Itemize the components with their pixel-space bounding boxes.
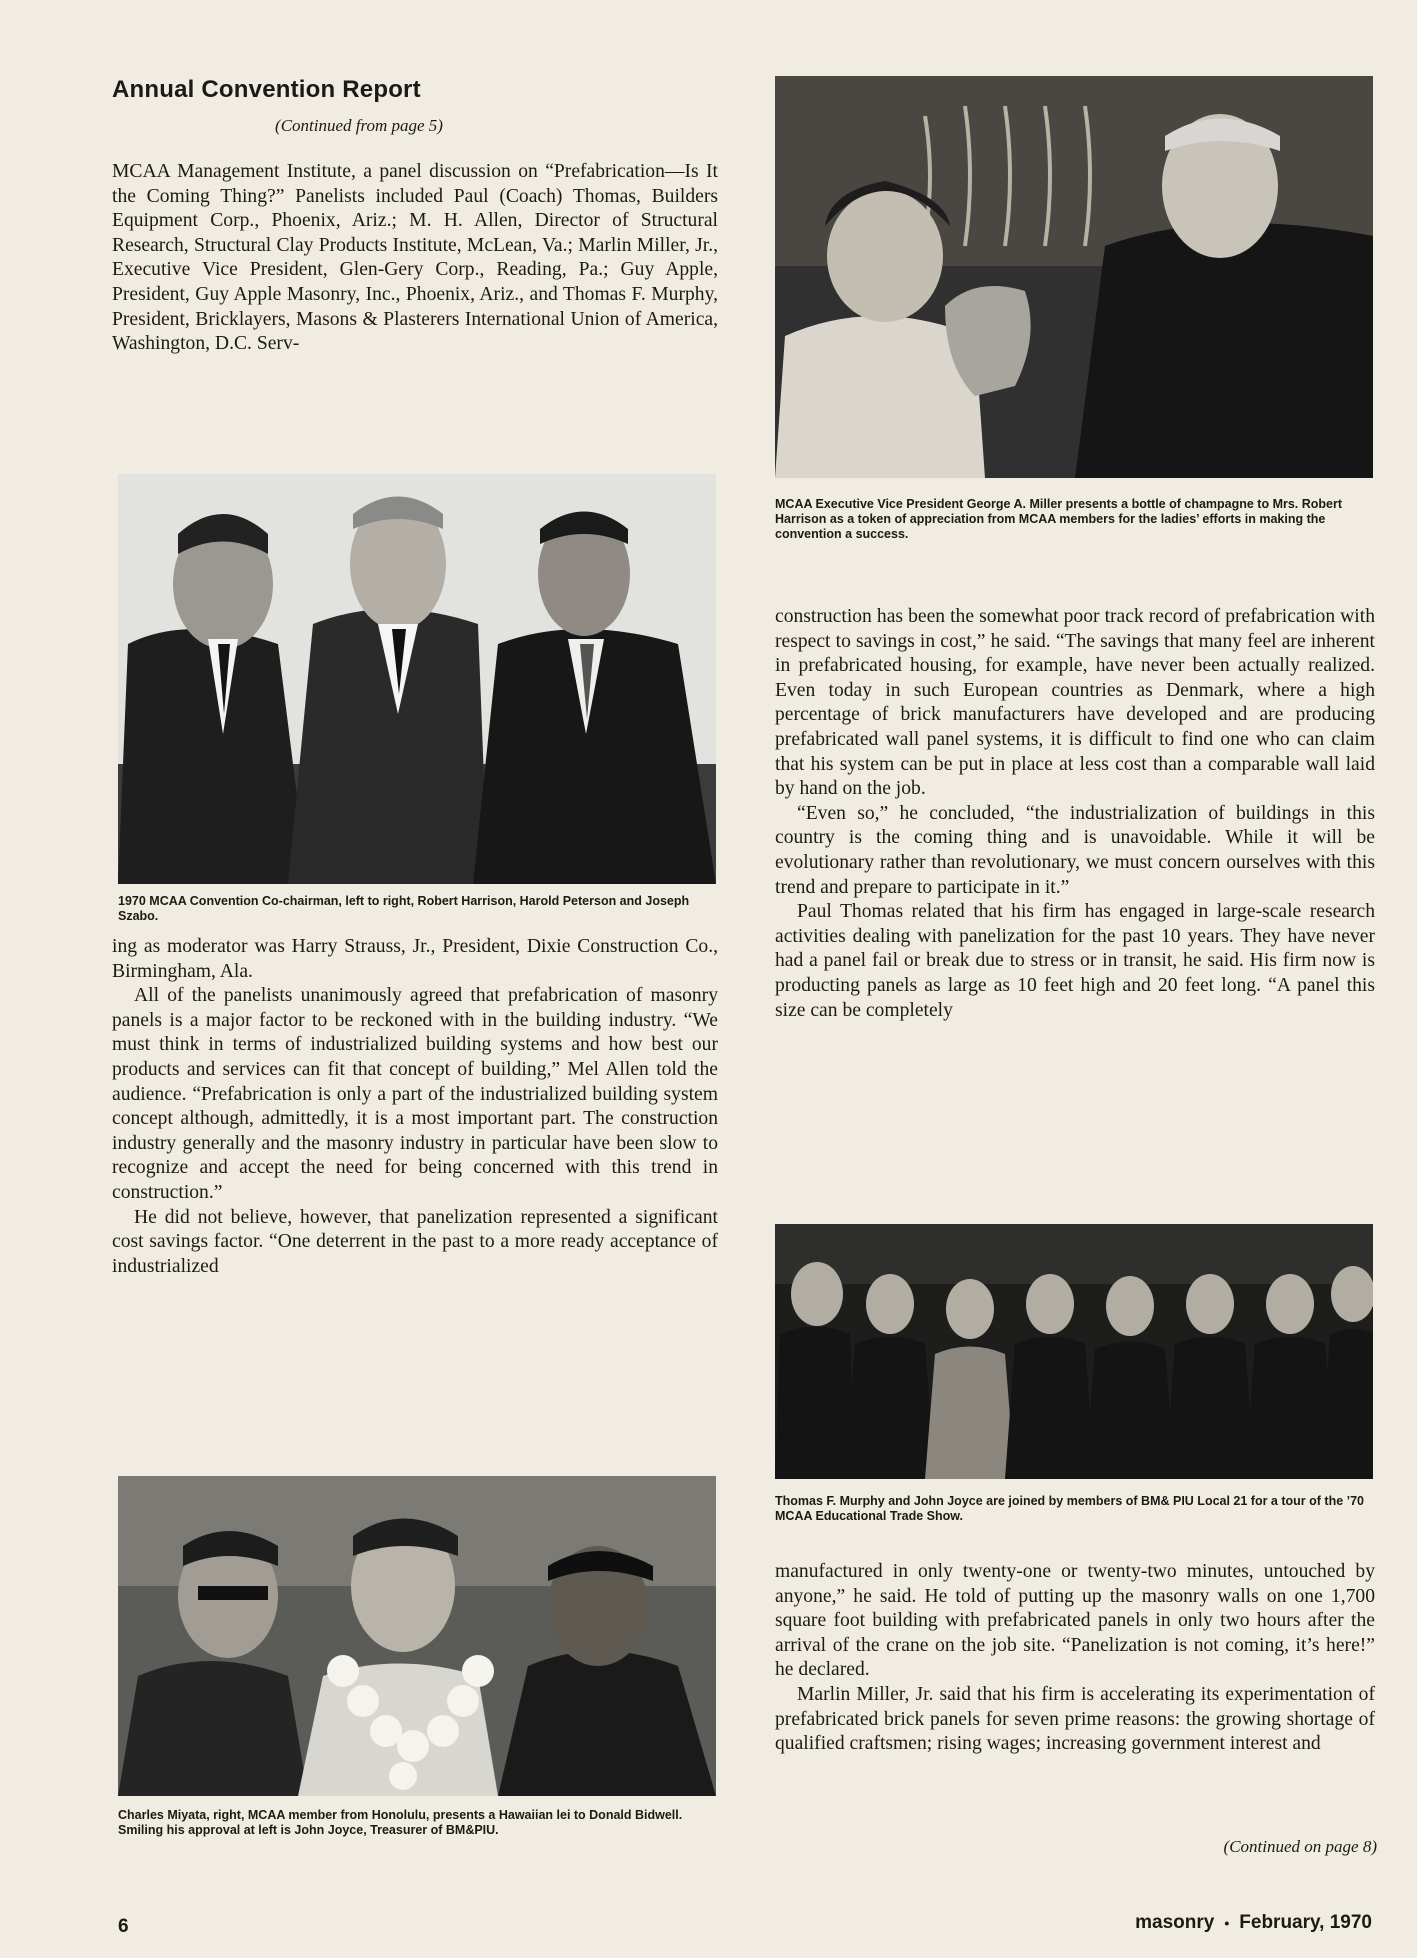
paragraph: He did not believe, however, that panelization represented a significant cost savings factor. “One deterrent in the past to a more ready acceptance of industrialized	[112, 1206, 718, 1277]
paragraph: “Even so,” he concluded, “the industrialization of buildings in this country is the coming thing and is unavoidable. While it will be evolutionary rather than revolutionary, we must concern ourselves with this trend and prepare to participate in it.”	[775, 802, 1375, 898]
caption-hawaiian-lei: Charles Miyata, right, MCAA member from Honolulu, presents a Hawaiian lei to Donald Bidwell. Smiling his approval at left is John Joyce, Treasurer of BM&PIU.	[118, 1808, 683, 1837]
page-number: 6	[118, 1916, 129, 1937]
photo-hawaiian-lei	[118, 1476, 716, 1796]
left-column-text-top	[112, 160, 718, 357]
continued-on-note: (Continued on page 8)	[1223, 1837, 1377, 1856]
magazine-footer	[1135, 1912, 1372, 1934]
photo-champagne-presentation	[775, 76, 1373, 478]
caption-convention-cochairmen: 1970 MCAA Convention Co-chairman, left to right, Robert Harrison, Harold Peterson and Joseph Szabo.	[118, 894, 690, 923]
paragraph: ing as moderator was Harry Strauss, Jr., President, Dixie Construction Co., Birmingham, Ala.	[112, 936, 718, 982]
left-column-text-bottom	[112, 935, 718, 1279]
issue-date: February, 1970	[1239, 1912, 1372, 1933]
paragraph: MCAA Management Institute, a panel discussion on “Prefabrication—Is It the Coming Thing?” Panelists included Paul (Coach) Thomas, Builders Equipment Corp., Phoenix, Ariz.; M. H. Allen, Director of Structural Research, Structural Clay Products Institute, McLean, Va.; Marlin Miller, Jr., Executive Vice President, Glen-Gery Corp., Reading, Pa.; Guy Apple, President, Guy Apple Masonry, Inc., Phoenix, Ariz., and Thomas F. Murphy, President, Bricklayers, Masons & Plasterers International Union of America, Washington, D.C. Serv-	[112, 161, 718, 355]
paragraph: All of the panelists unanimously agreed that prefabrication of masonry panels is a major factor to be reckoned with in the building industry. “We must think in terms of industrialized building systems and how best our products and services can fit that concept of building,” Mel Allen told the audience. “Prefabrication is only a part of the industrialized building system concept although, admittedly, it is a most important part. The construction industry generally and the masonry industry in particular have been slow to recognize and accept the need for being concerned with this trend in construction.”	[112, 985, 718, 1203]
paragraph: Paul Thomas related that his firm has engaged in large-scale research activities dealing with panelization for the past 10 years. They have never had a panel fail or break due to stress or in transit, he said. His firm now is producting panels as large as 10 feet high and 20 feet long. “A panel this size can be completely	[775, 901, 1375, 1021]
right-column-text-bottom	[775, 1560, 1375, 1757]
magazine-name: masonry	[1135, 1912, 1215, 1933]
photo-convention-cochairmen	[118, 474, 716, 884]
bullet-separator: •	[1224, 1915, 1230, 1931]
caption-trade-show-group: Thomas F. Murphy and John Joyce are joined by members of BM& PIU Local 21 for a tour of the ’70 MCAA Educational Trade Show.	[775, 1494, 1365, 1523]
continued-from-note: (Continued from page 5)	[275, 116, 443, 135]
paragraph: construction has been the somewhat poor track record of prefabrication with respect to savings in cost,” he said. “The savings that many feel are inherent in prefabricated housing, for example, have never been actually realized. Even today in such European countries as Denmark, where a high percentage of brick manufacturers have developed and are producing prefabricated wall panel systems, it is difficult to find one who can claim that his system can be put in place at less cost than a comparable wall laid by hand on the job.	[775, 606, 1375, 800]
paragraph: manufactured in only twenty-one or twenty-two minutes, untouched by anyone,” he said. He told of putting up the masonry walls on one 1,700 square foot building with prefabricated panels in only two hours after the arrival of the crane on the job site. “Panelization is not coming, it’s here!” he declared.	[775, 1561, 1375, 1681]
photo-trade-show-group	[775, 1224, 1373, 1479]
paragraph: Marlin Miller, Jr. said that his firm is accelerating its experimentation of prefabricated brick panels for seven prime reasons: the growing shortage of qualified craftsmen; rising wages; increasing government interest and	[775, 1683, 1375, 1755]
section-title: Annual Convention Report	[112, 76, 421, 103]
caption-champagne-presentation: MCAA Executive Vice President George A. Miller presents a bottle of champagne to Mrs. Robert Harrison as a token of appreciation from MCAA members for the ladies’ efforts in making the convention a success.	[775, 497, 1343, 541]
right-column-text-top	[775, 605, 1375, 1023]
